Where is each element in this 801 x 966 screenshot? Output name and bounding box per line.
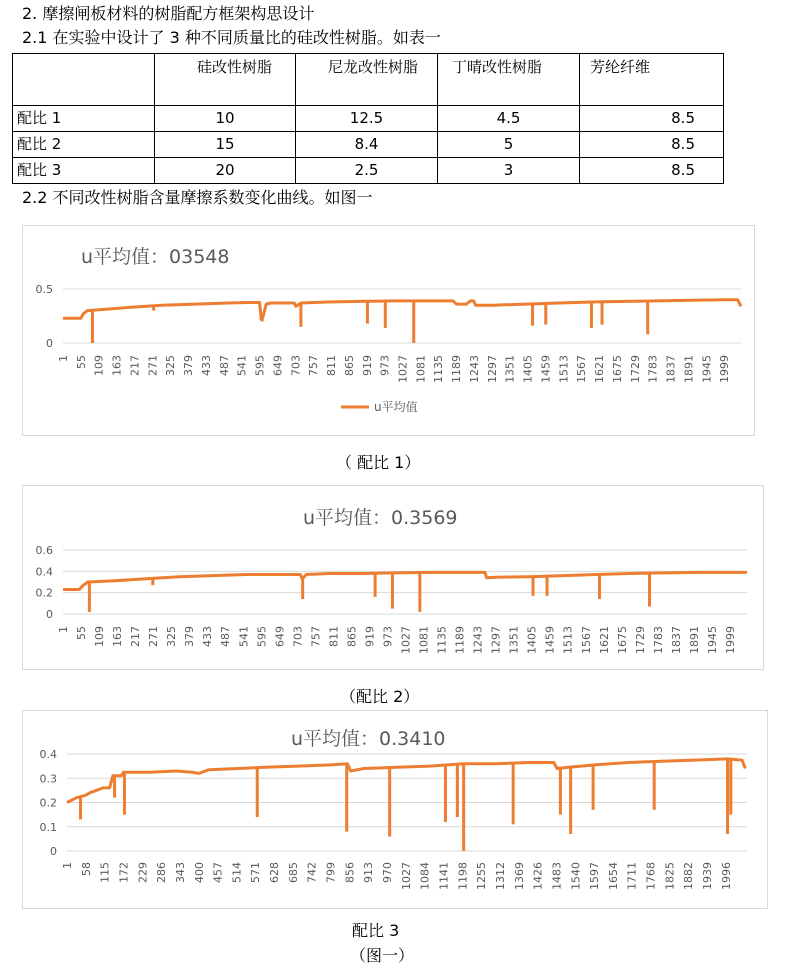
x-tick-label: 595	[255, 626, 269, 647]
table-header-cell: 芳纶纤维	[580, 54, 724, 106]
x-tick-label: 742	[305, 862, 319, 883]
y-tick-label: 0.2	[39, 796, 57, 810]
x-tick-label: 286	[155, 862, 169, 883]
x-tick-label: 271	[147, 626, 161, 647]
x-tick-label: 685	[286, 862, 300, 883]
x-tick-label: 217	[129, 626, 143, 647]
x-tick-label: 1	[61, 862, 74, 869]
y-tick-label: 0.6	[35, 544, 53, 557]
x-tick-label: 1243	[467, 355, 481, 383]
chart-caption-3: 配比 3	[352, 921, 400, 940]
x-tick-label: 1837	[664, 355, 678, 383]
x-tick-label: 229	[136, 862, 150, 883]
x-tick-label: 1312	[493, 862, 507, 890]
x-tick-label: 1567	[579, 626, 593, 654]
table-cell: 配比 3	[13, 158, 155, 184]
x-tick-label: 1459	[543, 626, 557, 654]
x-tick-label: 1426	[531, 862, 545, 890]
table-cell: 8.5	[580, 158, 724, 184]
x-tick-label: 1891	[687, 626, 701, 654]
series-line	[63, 300, 741, 319]
x-tick-label: 109	[92, 355, 106, 376]
friction-chart-ratio-3	[22, 710, 768, 909]
x-tick-label: 1540	[569, 862, 583, 890]
x-tick-label: 973	[381, 626, 395, 647]
table-cell: 12.5	[296, 106, 438, 132]
chart-svg	[23, 486, 765, 671]
x-tick-label: 799	[324, 862, 338, 883]
chart-svg	[23, 226, 756, 437]
x-tick-label: 325	[165, 626, 179, 647]
x-tick-label: 1825	[663, 862, 677, 890]
x-tick-label: 1243	[471, 626, 485, 654]
x-tick-label: 1621	[597, 626, 611, 654]
x-tick-label: 919	[363, 626, 377, 647]
x-tick-label: 514	[230, 862, 244, 883]
x-tick-label: 1189	[453, 626, 467, 654]
x-tick-label: 1513	[557, 355, 571, 383]
resin-ratio-table	[12, 53, 724, 184]
x-tick-label: 163	[111, 626, 125, 647]
x-tick-label: 913	[362, 862, 376, 883]
x-tick-label: 1255	[475, 862, 489, 890]
table-cell: 20	[155, 158, 296, 184]
x-tick-label: 58	[79, 862, 93, 876]
x-tick-label: 1189	[450, 355, 464, 383]
x-tick-label: 1939	[701, 862, 715, 890]
x-tick-label: 271	[146, 355, 160, 376]
y-tick-label: 0	[46, 337, 53, 350]
table-cell: 8.5	[580, 106, 724, 132]
x-tick-label: 163	[110, 355, 124, 376]
x-tick-label: 172	[117, 862, 131, 883]
y-tick-label: 0	[50, 845, 57, 858]
x-tick-label: 649	[273, 626, 287, 647]
x-tick-label: 1621	[593, 355, 607, 383]
x-tick-label: 1081	[414, 355, 428, 383]
x-tick-label: 379	[182, 355, 196, 376]
y-tick-label: 0.4	[35, 565, 53, 579]
x-tick-label: 400	[192, 862, 206, 883]
y-tick-label: 0.3	[39, 772, 57, 786]
x-tick-label: 541	[235, 355, 249, 376]
x-tick-label: 1135	[432, 355, 446, 383]
x-tick-label: 703	[289, 355, 303, 376]
x-tick-label: 325	[164, 355, 178, 376]
x-tick-label: 1081	[417, 626, 431, 654]
table-header-cell: 硅改性树脂	[155, 54, 296, 106]
chart-title: u平均值：03548	[81, 246, 230, 268]
x-tick-label: 1999	[718, 355, 732, 383]
table-cell: 2.5	[296, 158, 438, 184]
y-tick-label: 0.4	[39, 748, 57, 761]
table-cell: 配比 1	[13, 106, 155, 132]
series-line	[67, 759, 745, 803]
x-tick-label: 217	[128, 355, 142, 376]
x-tick-label: 487	[219, 626, 233, 647]
x-tick-label: 628	[268, 862, 282, 883]
y-tick-label: 0.5	[35, 283, 53, 296]
chart-title: u平均值：0.3569	[303, 507, 458, 529]
x-tick-label: 1891	[682, 355, 696, 383]
x-tick-label: 649	[271, 355, 285, 376]
chart-caption-1: （ 配比 1）	[336, 453, 421, 472]
chart-title: u平均值：0.3410	[291, 728, 446, 750]
friction-chart-ratio-1	[22, 225, 755, 436]
table-header-cell: 尼龙改性树脂	[296, 54, 438, 106]
chart-caption-2: （配比 2）	[340, 687, 420, 706]
x-tick-label: 109	[93, 626, 107, 647]
x-tick-label: 1729	[633, 626, 647, 654]
x-tick-label: 1297	[485, 355, 499, 383]
table-cell: 4.5	[438, 106, 580, 132]
table-cell: 8.5	[580, 132, 724, 158]
x-tick-label: 1999	[723, 626, 737, 654]
table-header-row	[13, 54, 724, 106]
table-row	[13, 158, 724, 184]
x-tick-label: 487	[217, 355, 231, 376]
x-tick-label: 1084	[418, 862, 432, 890]
chart-svg	[23, 711, 769, 910]
table-cell: 8.4	[296, 132, 438, 158]
x-tick-label: 1711	[625, 862, 639, 890]
x-tick-label: 1837	[669, 626, 683, 654]
x-tick-label: 1027	[396, 355, 410, 383]
section-heading-2-1: 2.1 在实验中设计了 3 种不同质量比的硅改性树脂。如表一	[22, 28, 441, 47]
y-tick-label: 0.1	[39, 820, 57, 834]
friction-chart-ratio-2	[22, 485, 764, 670]
x-tick-label: 433	[201, 626, 215, 647]
x-tick-label: 1597	[588, 862, 602, 890]
table-row	[13, 132, 724, 158]
x-tick-label: 115	[98, 862, 112, 883]
x-tick-label: 973	[378, 355, 392, 376]
x-tick-label: 1675	[610, 355, 624, 383]
x-tick-label: 1945	[700, 355, 714, 383]
table-cell: 15	[155, 132, 296, 158]
legend-label: u平均值	[374, 400, 418, 414]
x-tick-label: 55	[74, 355, 88, 369]
x-tick-label: 1459	[539, 355, 553, 383]
x-tick-label: 1483	[550, 862, 564, 890]
x-tick-label: 1027	[399, 862, 413, 890]
section-heading-2: 2. 摩擦闸板材料的树脂配方框架构思设计	[22, 4, 315, 23]
y-tick-label: 0.2	[35, 586, 53, 600]
x-tick-label: 757	[307, 355, 321, 376]
x-tick-label: 1	[57, 355, 70, 362]
x-tick-label: 571	[249, 862, 263, 883]
x-tick-label: 343	[173, 862, 187, 883]
x-tick-label: 433	[199, 355, 213, 376]
x-tick-label: 970	[381, 862, 395, 883]
x-tick-label: 1351	[507, 626, 521, 654]
x-tick-label: 1768	[644, 862, 658, 890]
x-tick-label: 1996	[719, 862, 733, 890]
x-tick-label: 1369	[512, 862, 526, 890]
x-tick-label: 1783	[651, 626, 665, 654]
table-row	[13, 106, 724, 132]
x-tick-label: 1783	[646, 355, 660, 383]
x-tick-label: 379	[183, 626, 197, 647]
x-tick-label: 757	[309, 626, 323, 647]
section-heading-2-2: 2.2 不同改性树脂含量摩擦系数变化曲线。如图一	[22, 188, 373, 207]
x-tick-label: 919	[360, 355, 374, 376]
x-tick-label: 1882	[682, 862, 696, 890]
table-cell: 3	[438, 158, 580, 184]
x-tick-label: 1513	[561, 626, 575, 654]
x-tick-label: 1729	[628, 355, 642, 383]
x-tick-label: 1405	[521, 355, 535, 384]
table-cell: 10	[155, 106, 296, 132]
table-header-cell: 丁晴改性树脂	[438, 54, 580, 106]
y-tick-label: 0	[46, 608, 53, 621]
x-tick-label: 1351	[503, 354, 517, 383]
x-tick-label: 865	[342, 355, 356, 376]
table-cell: 5	[438, 132, 580, 158]
x-tick-label: 1198	[456, 862, 470, 890]
x-tick-label: 1297	[489, 626, 503, 654]
x-tick-label: 457	[211, 862, 225, 883]
x-tick-label: 703	[291, 626, 305, 647]
x-tick-label: 811	[327, 626, 341, 647]
x-tick-label: 1027	[399, 626, 413, 654]
x-tick-label: 811	[325, 355, 339, 376]
table-cell: 配比 2	[13, 132, 155, 158]
x-tick-label: 1141	[437, 862, 451, 890]
x-tick-label: 1567	[575, 355, 589, 383]
x-tick-label: 1135	[435, 626, 449, 654]
x-tick-label: 595	[253, 355, 267, 376]
x-tick-label: 865	[345, 626, 359, 647]
x-tick-label: 856	[343, 862, 357, 883]
table-header-cell	[13, 54, 155, 106]
figure-caption: （图一）	[350, 946, 415, 965]
x-tick-label: 1	[57, 626, 70, 633]
x-tick-label: 1675	[615, 626, 629, 654]
x-tick-label: 1945	[705, 626, 719, 654]
series-line	[63, 572, 747, 589]
x-tick-label: 1405	[525, 626, 539, 654]
x-tick-label: 541	[237, 626, 251, 647]
x-tick-label: 55	[75, 626, 89, 640]
x-tick-label: 1654	[606, 862, 620, 890]
